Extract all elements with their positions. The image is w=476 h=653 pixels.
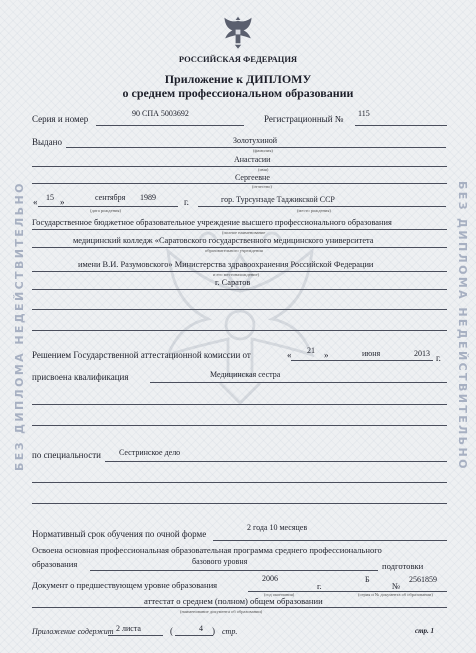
qualification-label: присвоена квалификация — [32, 372, 129, 382]
prev-doc-year-suffix: г. — [317, 581, 322, 591]
serial-label: Серия и номер — [32, 114, 89, 124]
qualification-value: Медицинская сестра — [210, 370, 281, 379]
institution-line-2: медицинский колледж «Саратовского государственного медицинского университета — [73, 236, 374, 245]
program-line-1: Освоена основная профессиональная образовательная программа среднего профессионального — [32, 545, 382, 555]
registration-value: 115 — [358, 109, 370, 118]
birth-place-caption: (место рождения) — [297, 208, 331, 213]
specialty-label: по специальности — [32, 450, 101, 460]
birth-day: 15 — [46, 193, 54, 202]
birth-year-suffix: г. — [184, 197, 189, 207]
attachment-open-paren: ( — [170, 626, 173, 636]
name-caption: (имя) — [258, 167, 269, 172]
birth-close-quote: » — [60, 197, 65, 207]
prev-doc-name: аттестат о среднем (полном) общем образовании — [144, 596, 323, 606]
duration-value: 2 года 10 месяцев — [247, 523, 308, 532]
left-side-caption: БЕЗ ДИПЛОМА НЕДЕЙСТВИТЕЛЬНО — [13, 181, 26, 471]
attachment-label: Приложение содержит — [32, 627, 114, 636]
birth-month: сентября — [95, 193, 126, 202]
commission-open-quote: « — [287, 350, 292, 360]
program-level-value: базового уровня — [192, 557, 248, 566]
commission-year: 2013 — [414, 349, 430, 358]
prev-doc-series-caption: (серия и № документа об образовании) — [358, 592, 433, 597]
attachment-sheets: 2 листа — [116, 624, 141, 633]
issued-label: Выдано — [32, 137, 62, 147]
right-side-caption: БЕЗ ДИПЛОМА НЕДЕЙСТВИТЕЛЬНО — [456, 181, 469, 471]
name-value: Анастасии — [234, 155, 271, 164]
duration-label: Нормативный срок обучения по очной форме — [32, 529, 207, 539]
prev-doc-series: Б — [365, 575, 370, 584]
specialty-value: Сестринское дело — [119, 448, 181, 457]
prev-doc-number: 2561859 — [409, 575, 437, 584]
prev-doc-number-sign: № — [392, 581, 401, 591]
birth-place: гор. Турсунзаде Таджикской ССР — [221, 195, 335, 204]
patronymic-value: Сергеевне — [235, 173, 270, 182]
serial-value: 90 СПА 5003692 — [132, 109, 189, 118]
prev-doc-label: Документ о предшествующем уровне образования — [32, 580, 218, 590]
country-heading: РОССИЙСКАЯ ФЕДЕРАЦИЯ — [178, 54, 298, 64]
document-subtitle: о среднем профессиональном образовании — [122, 86, 354, 100]
birth-open-quote: « — [33, 197, 38, 207]
commission-month: июня — [362, 349, 381, 358]
document-title: Приложение к ДИПЛОМУ — [164, 72, 312, 86]
institution-line-4: г. Саратов — [215, 278, 251, 287]
attachment-pages: 4 — [199, 624, 203, 633]
birth-date-caption: (дата рождения) — [90, 208, 121, 213]
institution-caption-2: образовательного учреждения — [205, 248, 263, 253]
institution-line-1: Государственное бюджетное образовательное учреждение высшего профессионального образования — [32, 218, 392, 227]
program-label-3: подготовки — [382, 561, 424, 571]
prev-doc-year-caption: (год окончания) — [264, 592, 295, 597]
commission-close-quote: » — [324, 350, 329, 360]
surname-value: Золотухиной — [233, 136, 278, 145]
patronymic-caption: (отчество) — [252, 184, 272, 189]
surname-caption: (фамилия) — [253, 148, 273, 153]
birth-year: 1989 — [140, 193, 156, 202]
page-number: стр. 1 — [415, 627, 435, 635]
prev-doc-year: 2006 — [262, 574, 278, 583]
prev-doc-name-caption: (наименование документа об образовании) — [180, 609, 263, 614]
commission-year-suffix: г. — [436, 353, 441, 363]
institution-caption-1: (полное наименование — [222, 230, 266, 235]
institution-line-3: имени В.И. Разумовского» Министерства здравоохранения Российской Федерации — [78, 260, 374, 269]
commission-day: 21 — [307, 346, 315, 355]
attachment-pages-suffix: стр. — [222, 627, 238, 636]
program-label-2: образования — [32, 559, 78, 569]
coat-of-arms-icon — [222, 14, 254, 50]
registration-label: Регистрационный № — [264, 114, 344, 124]
institution-caption-3: и его местонахождение) — [213, 272, 260, 277]
attachment-close-paren: ) — [212, 626, 215, 636]
commission-label: Решением Государственной аттестационной комиссии от — [32, 350, 251, 360]
